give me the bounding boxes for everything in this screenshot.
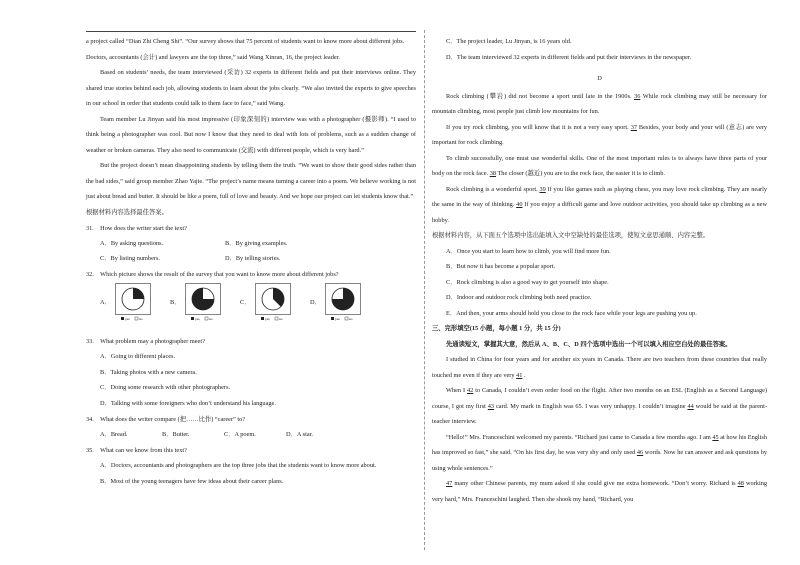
option[interactable]: D．Talking with some foreigners who don’t understand his language. (100, 399, 276, 407)
passage-paragraph: I studied in China for four years and for another six years in Canada. There are two teachers from these countries that really touched me even if they are very 41 . (432, 356, 767, 379)
legend-no: no (278, 317, 282, 321)
blank-47[interactable]: 47 (446, 480, 453, 487)
pie-option-d[interactable] (310, 283, 380, 323)
option[interactable]: D．Indoor and outdoor rock climbing both need practice. (446, 294, 592, 301)
question-32: 32. Which picture shows the result of the survey that you want to know more about different jobs? (86, 271, 339, 278)
passage-paragraph: 47 many other Chinese parents, my mum asked if she could give me extra homework. “Don’t worry. Richard is 48 working very hard,” Mrs. Franceschini laughed. Then she shook my hand, “Richard, you (432, 480, 768, 503)
option[interactable]: D．A star. (286, 431, 313, 438)
q34-options (86, 427, 416, 442)
blank-44[interactable]: 44 (687, 402, 694, 410)
passage-paragraph: “Hello!” Mrs. Franceschini welcomed my parents. “Richard just came to Canada a few months ago. I am 45 at how his English has improved so fast,” she said. “On his first day, he was very shy and only used 46 words. Now he can answer and ask questions by using whole sentences.” (432, 433, 768, 472)
passage-paragraph: If you try rock climbing, you will know that it is not a very easy sport. 37 Besides, your body and your will (意志) are very important for rock climbing. (432, 123, 768, 146)
question-34: 34. What does the writer compare (把……比作) “career” to? (86, 416, 246, 423)
pie-chart-b (185, 283, 221, 323)
option[interactable]: A．By asking questions. (100, 240, 164, 247)
option[interactable]: C．The project leader, Lu Jinyan, is 16 years old. (446, 38, 572, 45)
blank-45[interactable]: 45 (712, 433, 719, 441)
passage-paragraph: Rock climbing is a wonderful sport. 39 If you like games such as playing chess, you may love rock climbing. They are nearly the same in the way of thinking. 40 If you enjoy a difficult game and love outdoor activities, you should take up climbing as a new hobby. (432, 185, 767, 224)
legend-yes: yes (334, 317, 340, 321)
option[interactable]: D．By telling stories. (225, 255, 281, 262)
q31-options-row1 (86, 236, 416, 251)
left-column (86, 34, 416, 489)
option[interactable]: D．The team interviewed 32 experts in different fields and put their interviews in the newspaper. (446, 53, 692, 61)
blank-37[interactable]: 37 (630, 123, 637, 131)
pie-chart-a (115, 283, 151, 323)
option[interactable]: C．By listing numbers. (100, 255, 160, 262)
right-column (432, 34, 767, 507)
option[interactable]: B．Butter. (162, 431, 190, 438)
blank-39[interactable]: 39 (539, 185, 546, 193)
option[interactable]: C．A poem. (224, 431, 256, 438)
option[interactable]: A．Doctors, accountants and photographers are the top three jobs that the students want to know more about. (100, 462, 377, 469)
option[interactable]: A．Going to different places. (100, 353, 176, 360)
option[interactable]: A．Once you start to learn how to climb, you will find more fun. (446, 247, 611, 255)
blank-42[interactable]: 42 (467, 387, 474, 394)
option[interactable]: C．Rock climbing is also a good way to get yourself into shape. (446, 278, 609, 286)
passage-paragraph: Rock climbing (攀岩) did not become a sport until late in the 1900s. 36 While rock climbing may still be necessary for mountain climbing, most people just climb low mountains for fun. (432, 92, 767, 115)
pie-option-b[interactable] (170, 283, 240, 323)
blank-36[interactable]: 36 (634, 92, 641, 100)
passage-paragraph: Based on students’ needs, the team interviewed (采访) 32 experts in different fields and put their interviews online. They shared true stories behind each job, allowing students to learn about the jobs clearly. “We also invited the experts to give speeches in our school in order that students could talk to them face to face,” said Wang. (86, 69, 416, 107)
legend-no: no (348, 317, 353, 321)
passage-paragraph: But the project doesn’t mean disappointing students by telling them the truth. “We want to show their good sides rather than the bad sides,” said group member Zhao Yajie. “The project’s name means turning a career into a poem. We believe working is not just about bread and butter. It should be like a poem, full of love and beauty. And we hope our project can let students know that.” (86, 162, 416, 200)
option[interactable]: B．Most of the young teenagers have few ideas about their career plans. (100, 477, 284, 485)
instruction: 根据材料内容选择最佳答案。 (86, 208, 168, 216)
passage-paragraph: a project called “Dian Zhi Cheng Shi”. “Our survey shows that 75 percent of students want to know more about different jobs. Doctors, accountants (会计) and lawyers are the top three,” said Wang Xinran, 16, the project leader. (86, 38, 405, 61)
option-label: B． (170, 298, 181, 306)
option-label: A． (100, 298, 111, 306)
legend-no: no (208, 317, 212, 321)
passage-paragraph: Team member Lu Jinyan said his most impressive (印象深刻的) interview was with a photographer (摄影师). “I used to think being a photographer was cool. But now I know that they need to deal with lots of problems, such as a sudden change of weather or broken cameras. They also need to communicate (交流) with different people, which is very hard.” (86, 115, 416, 154)
option-label: C． (240, 298, 251, 306)
section-heading: D (597, 75, 602, 82)
section-3-instruction: 先通读短文，掌握其大意，然后从 A、B、C、D 四个选项中选出一个可以填入相应空白处的最佳答案。 (446, 340, 732, 348)
question-33: 33. What problem may a photographer meet? (86, 338, 205, 345)
option[interactable]: C．Doing some research with other photographers. (100, 384, 231, 391)
top-rule (86, 31, 416, 32)
instruction: 根据材料内容，从下面五个选项中选出能填入文中空缺处的最佳选项，使短文意思通顺、内容完整。 (432, 232, 710, 239)
question-31: 31. How does the writer start the text? (86, 225, 187, 232)
legend-no: no (138, 317, 143, 321)
blank-43[interactable]: 43 (487, 402, 495, 410)
passage-paragraph: When I 42 to Canada, I couldn’t even order food on the flight. After two months on an ESL (English as a Second Language) course, I got my first 43 card. My mark in English was 65. I was very unhappy. I couldn’t imagine 44 would be said at the parent-teacher interview. (432, 387, 768, 425)
section-3-heading: 三、完形填空(15 小题，每小题 1 分，共 15 分) (432, 325, 561, 332)
option[interactable]: B．But now it has become a popular sport. (446, 263, 556, 270)
blank-38[interactable]: 38 (489, 170, 496, 177)
blank-40[interactable]: 40 (516, 201, 523, 208)
blank-41[interactable]: 41 (516, 371, 523, 379)
pie-chart-d (325, 283, 361, 323)
column-divider (424, 30, 425, 550)
pie-option-a[interactable] (100, 283, 170, 323)
blank-46[interactable]: 46 (636, 449, 644, 456)
q32-pie-options (86, 283, 416, 333)
option[interactable]: B．Taking photos with a new camera. (100, 368, 197, 376)
option-label: D． (310, 298, 321, 306)
option[interactable]: B．By giving examples. (225, 240, 288, 247)
question-35: 35. What can we know from this text? (86, 447, 187, 454)
q31-options-row2 (86, 251, 416, 266)
legend-yes: yes (194, 317, 200, 321)
option[interactable]: E．And then, your arms should hold you close to the rock face while your legs are pushing you up. (446, 309, 697, 317)
legend-yes: yes (124, 317, 130, 321)
pie-option-c[interactable] (240, 283, 310, 323)
legend-yes: yes (264, 317, 270, 321)
blank-48[interactable]: 48 (737, 480, 744, 487)
pie-chart-c (255, 283, 291, 323)
passage-paragraph: To climb successfully, one must use wonderful skills. One of the most important rules is to always have three parts of your body on the rock face. 38 The closer (越近) you are to the rock face, the easier it is to climb. (432, 154, 767, 177)
option[interactable]: A．Bread. (100, 431, 128, 438)
